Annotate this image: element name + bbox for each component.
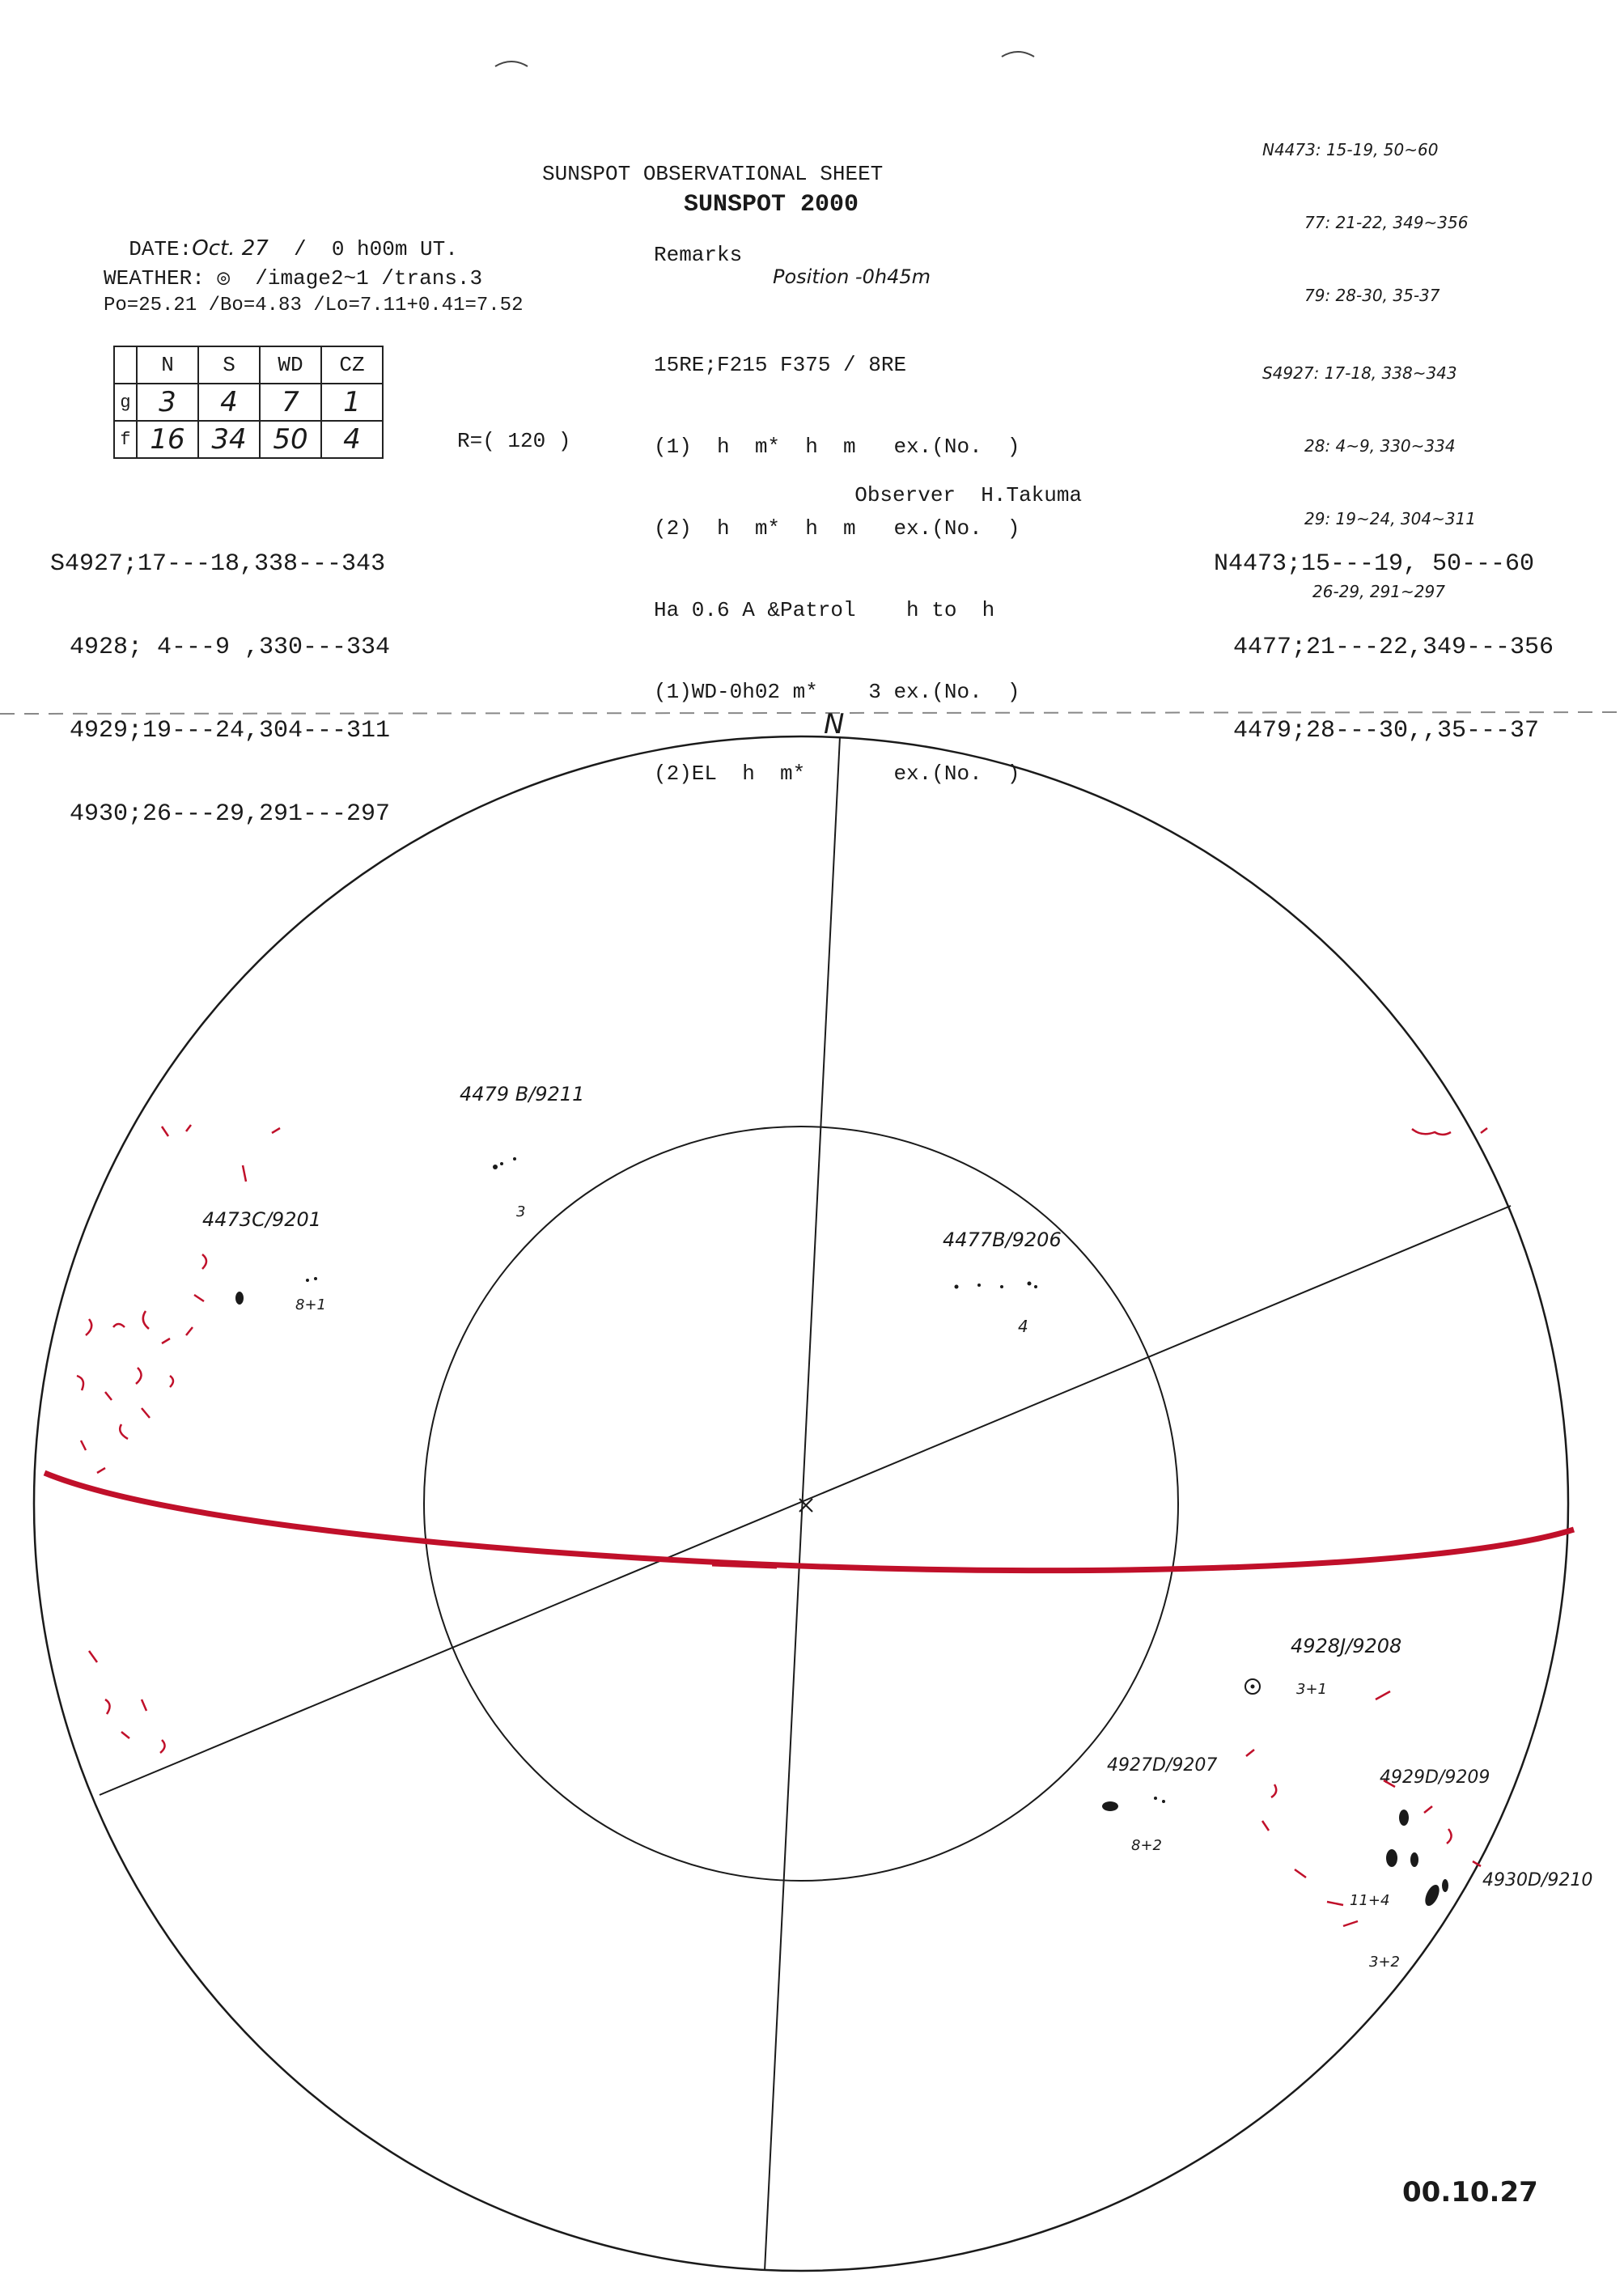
sunspot <box>1034 1285 1037 1288</box>
group-count: 3 <box>516 1203 526 1220</box>
punch-mark <box>495 62 528 66</box>
sunspot <box>1442 1879 1448 1892</box>
observer-label: Observer <box>854 483 956 507</box>
note-line: 79: 28-30, 35-37 <box>1304 286 1440 305</box>
remarks-line: (1)WD-0h02 m* 3 ex.(No. ) <box>654 680 1020 704</box>
group-count: 3+1 <box>1296 1681 1327 1698</box>
inner-circle <box>424 1127 1178 1881</box>
group-label: 4928J/9208 <box>1291 1635 1402 1657</box>
remarks-line: Ha 0.6 A &Patrol h to h <box>654 598 995 622</box>
group-line: N4473;15---19, 50---60 <box>1214 550 1535 578</box>
count-cell: 4 <box>198 384 260 421</box>
group-count: 11+4 <box>1350 1892 1390 1909</box>
group-count: 3+2 <box>1369 1954 1400 1971</box>
count-cell: 4 <box>321 421 383 458</box>
sunspot <box>306 1279 309 1282</box>
group-label: 4473C/9201 <box>202 1208 321 1231</box>
group-line: 4928; 4---9 ,330---334 <box>70 634 391 661</box>
time-text: / 0 h00m UT. <box>294 237 458 261</box>
sunspot <box>955 1285 959 1289</box>
remarks-line: 15RE;F215 F375 / 8RE <box>654 353 907 377</box>
sheet-title: SUNSPOT OBSERVATIONAL SHEET <box>542 162 884 186</box>
group-label: 4477B/9206 <box>943 1228 1062 1251</box>
remarks-line: (2) h m* h m ex.(No. ) <box>654 516 1020 541</box>
count-cell: 7 <box>260 384 321 421</box>
sunspot <box>977 1284 981 1287</box>
r-value: R=( 120 ) <box>457 429 571 453</box>
group-count: 4 <box>1018 1317 1028 1336</box>
group-count: 8+2 <box>1131 1837 1162 1854</box>
group-count: 8+1 <box>295 1296 326 1313</box>
group-line: S4927;17---18,338---343 <box>50 550 386 578</box>
equator-axis <box>100 1206 1511 1795</box>
row-label: f <box>114 421 137 458</box>
group-label: 4927D/9207 <box>1107 1755 1218 1776</box>
count-cell: 50 <box>260 421 321 458</box>
group-line: 4479;28---30,,35---37 <box>1233 717 1540 745</box>
remarks-label: Remarks <box>654 243 743 267</box>
remarks-line: (1) h m* h m ex.(No. ) <box>654 435 1020 459</box>
note-line: 77: 21-22, 349~356 <box>1304 213 1469 232</box>
sunspot <box>1162 1800 1165 1803</box>
count-cell: 34 <box>198 421 260 458</box>
header-cell: CZ <box>321 346 383 384</box>
observer-name: H.Takuma <box>981 483 1083 507</box>
sunspot <box>1251 1685 1255 1689</box>
group-line: 4477;21---22,349---356 <box>1233 634 1554 661</box>
sunspot <box>1000 1285 1003 1288</box>
weather-line: WEATHER: ◎ /image2~1 /trans.3 <box>104 266 483 291</box>
note-line: S4927: 17-18, 338~343 <box>1262 363 1457 383</box>
punch-mark <box>1002 52 1034 57</box>
count-cell: 1 <box>321 384 383 421</box>
header-cell: N <box>137 346 198 384</box>
sunspot <box>513 1157 516 1160</box>
count-cell: 3 <box>137 384 198 421</box>
note-line: 28: 4~9, 330~334 <box>1304 436 1456 456</box>
sunspot <box>1423 1882 1443 1907</box>
north-label: N <box>824 708 845 740</box>
sunspot <box>1102 1801 1118 1811</box>
polar-axis <box>765 736 840 2271</box>
group-label: 4930D/9210 <box>1482 1870 1593 1890</box>
sunspot <box>1154 1797 1157 1800</box>
note-line: 29: 19~24, 304~311 <box>1304 509 1477 528</box>
remarks-line: (2)EL h m* ex.(No. ) <box>654 762 1020 786</box>
count-cell: 16 <box>137 421 198 458</box>
sunspot <box>314 1277 317 1280</box>
sunspot <box>1028 1282 1032 1286</box>
solar-limb <box>34 736 1568 2271</box>
note-line: 26-29, 291~297 <box>1312 582 1445 601</box>
date-label: DATE: <box>129 237 193 261</box>
group-label: 4929D/9209 <box>1380 1767 1490 1788</box>
date-value: Oct. 27 <box>192 236 269 261</box>
row-label: g <box>114 384 137 421</box>
date-stamp: 00.10.27 <box>1402 2176 1538 2209</box>
sunspot <box>1399 1810 1409 1826</box>
sunspot <box>235 1292 244 1305</box>
sunspot <box>500 1162 503 1165</box>
red-ecliptic-line <box>45 1473 1574 1571</box>
note-line: N4473: 15-19, 50~60 <box>1262 140 1439 159</box>
header-cell: S <box>198 346 260 384</box>
sunspot <box>1410 1852 1418 1867</box>
fold-line <box>0 712 1624 714</box>
remarks-note: Position -0h45m <box>773 265 931 288</box>
sheet-subtitle: SUNSPOT 2000 <box>684 191 859 219</box>
po-line: Po=25.21 /Bo=4.83 /Lo=7.11+0.41=7.52 <box>104 295 524 316</box>
group-line: 4930;26---29,291---297 <box>70 800 391 828</box>
group-line: 4929;19---24,304---311 <box>70 717 391 745</box>
sunspot <box>493 1165 498 1169</box>
sunspot <box>1386 1849 1397 1867</box>
group-label: 4479 B/9211 <box>460 1083 585 1105</box>
sunspot-marks <box>235 1157 1448 1908</box>
header-cell: WD <box>260 346 321 384</box>
